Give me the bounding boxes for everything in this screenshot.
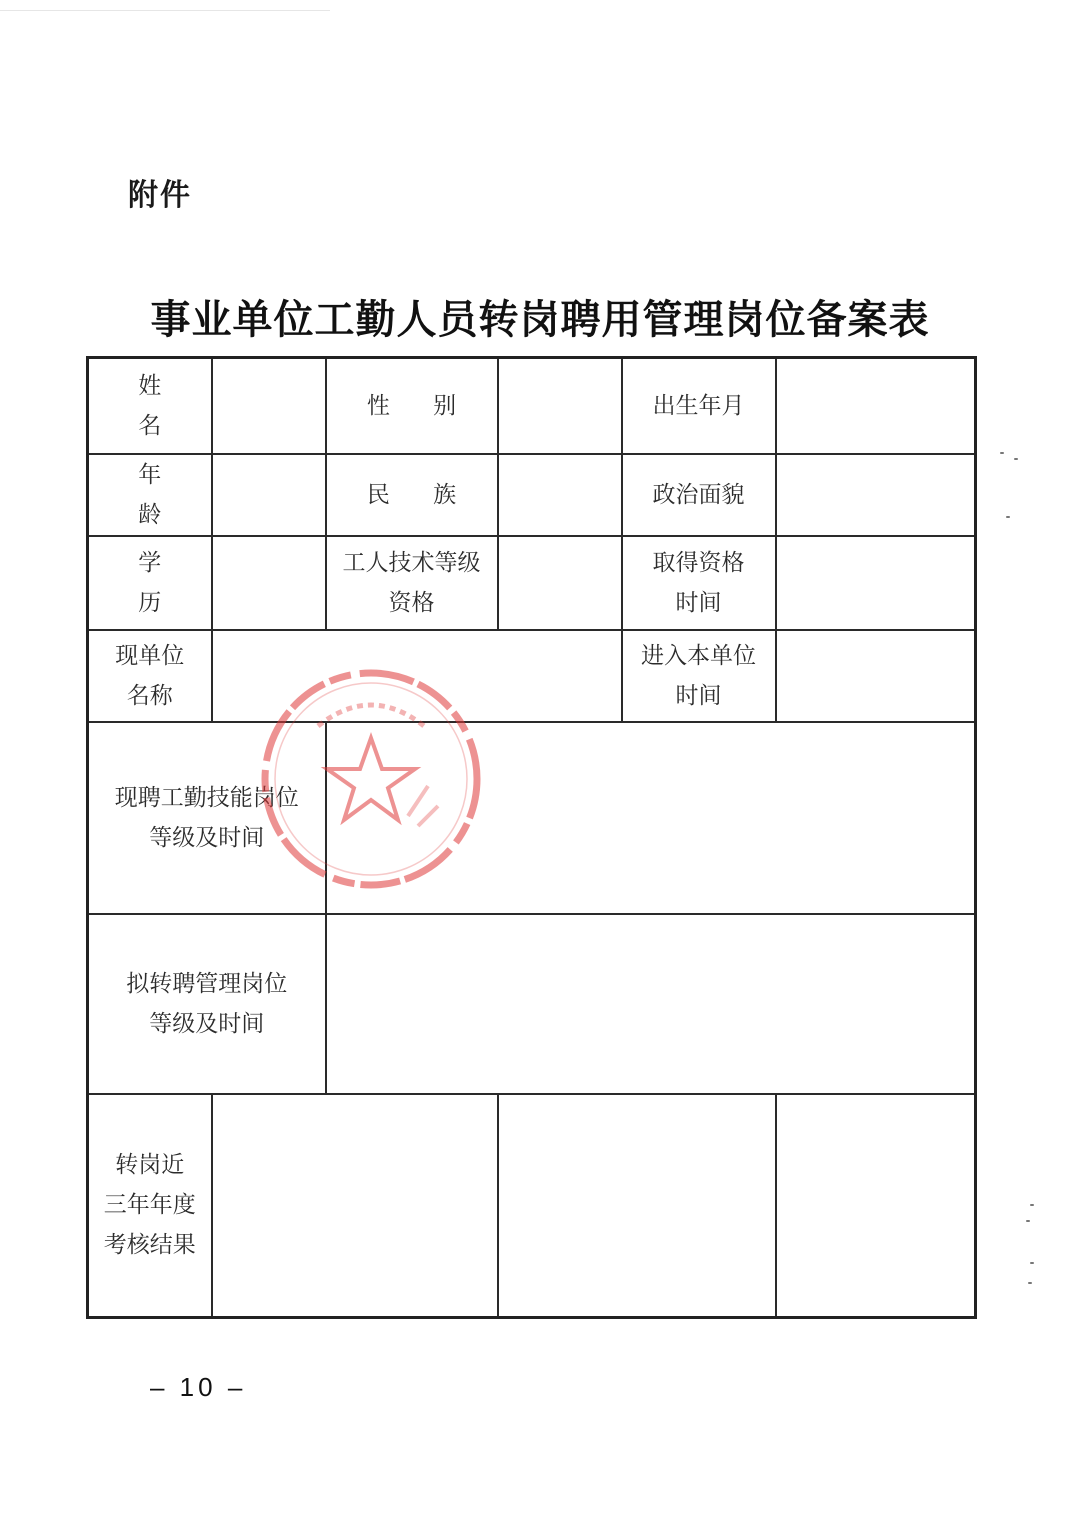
political-field[interactable] [776,454,976,536]
skill-label: 工人技术等级 资格 [326,536,498,630]
form-row-unit [88,630,976,722]
qualification-time-field[interactable] [776,536,976,630]
page-title: 事业单位工勤人员转岗聘用管理岗位备案表 [150,296,930,343]
name-field[interactable] [212,358,326,454]
political-label: 政治面貌 [622,454,776,536]
ethnicity-label: 民 族 [326,454,498,536]
skill-field[interactable] [498,536,622,630]
scan-speck [1000,452,1004,454]
assessment-year-2-field[interactable] [498,1094,776,1318]
form-row-assessment [88,1094,976,1318]
join-time-label: 进入本单位 时间 [622,630,776,722]
ethnicity-field[interactable] [498,454,622,536]
gender-field[interactable] [498,358,622,454]
assessment-year-1-field[interactable] [212,1094,498,1318]
current-post-field[interactable] [326,722,976,914]
gender-label: 性 别 [326,358,498,454]
page-number: – 10 – [150,1372,247,1402]
current-post-label: 现聘工勤技能岗位 等级及时间 [88,722,326,914]
education-field[interactable] [212,536,326,630]
scan-speck [1006,516,1010,518]
scan-speck [1014,458,1018,460]
scan-speck [1028,1282,1032,1284]
assessment-year-3-field[interactable] [776,1094,976,1318]
form-row-education [88,536,976,630]
scan-speck [1026,1220,1030,1222]
scan-speck [1030,1262,1034,1264]
proposed-post-field[interactable] [326,914,976,1094]
scan-edge-line [0,10,330,11]
qualification-time-label: 取得资格 时间 [622,536,776,630]
attachment-label: 附件 [128,178,192,213]
form-row-age [88,454,976,536]
birth-label: 出生年月 [622,358,776,454]
education-label: 学 历 [88,536,212,630]
age-field[interactable] [212,454,326,536]
name-label: 姓 名 [88,358,212,454]
scan-speck [1030,1204,1034,1206]
form-row-name [88,358,976,454]
birth-field[interactable] [776,358,976,454]
unit-label: 现单位 名称 [88,630,212,722]
join-time-field[interactable] [776,630,976,722]
form-row-proposed-post [88,914,976,1094]
unit-field[interactable] [212,630,622,722]
proposed-post-label: 拟转聘管理岗位 等级及时间 [88,914,326,1094]
assessment-label: 转岗近 三年年度 考核结果 [88,1094,212,1318]
form-row-current-post [88,722,976,914]
age-label: 年 龄 [88,454,212,536]
filing-form-table [86,356,977,1319]
